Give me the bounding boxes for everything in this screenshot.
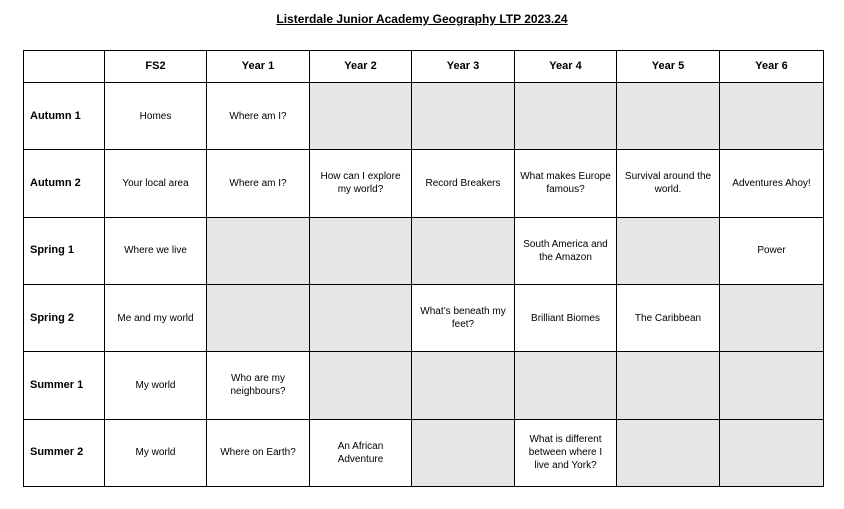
table-row [24,352,824,419]
topic-cell [412,419,515,486]
topic-cell: Where am I? [207,150,310,217]
topic-cell: What is different between where I live and York? [515,419,617,486]
topic-cell [515,83,617,150]
row-term-label: Summer 1 [24,352,105,419]
column-header: Year 5 [617,51,720,83]
topic-cell: Where am I? [207,83,310,150]
topic-cell: Where on Earth? [207,419,310,486]
topic-cell [617,217,720,284]
topic-cell [720,352,824,419]
column-header: FS2 [105,51,207,83]
topic-cell: Where we live [105,217,207,284]
topic-cell: An African Adventure [310,419,412,486]
topic-cell: Who are my neighbours? [207,352,310,419]
topic-cell: South America and the Amazon [515,217,617,284]
column-header: Year 2 [310,51,412,83]
topic-cell: What’s beneath my feet? [412,284,515,351]
column-header: Year 3 [412,51,515,83]
topic-cell [617,352,720,419]
topic-cell [720,83,824,150]
topic-cell: Survival around the world. [617,150,720,217]
topic-cell [720,419,824,486]
document-title: Listerdale Junior Academy Geography LTP 2023.24 [276,12,568,26]
table-row [24,217,824,284]
topic-cell: Record Breakers [412,150,515,217]
row-term-label: Spring 2 [24,284,105,351]
table-row [24,150,824,217]
topic-cell: Brilliant Biomes [515,284,617,351]
row-term-label: Summer 2 [24,419,105,486]
topic-cell [617,419,720,486]
topic-cell: Homes [105,83,207,150]
table-row [24,419,824,486]
topic-cell [207,217,310,284]
topic-cell [720,284,824,351]
topic-cell: What makes Europe famous? [515,150,617,217]
column-header: Year 4 [515,51,617,83]
topic-cell: Your local area [105,150,207,217]
topic-cell [412,352,515,419]
topic-cell: Power [720,217,824,284]
table-row [24,284,824,351]
topic-cell: My world [105,352,207,419]
table-row [24,83,824,150]
topic-cell [412,217,515,284]
row-term-label: Autumn 1 [24,83,105,150]
topic-cell [310,83,412,150]
ltp-table [23,50,824,487]
topic-cell [310,217,412,284]
topic-cell: The Caribbean [617,284,720,351]
header-corner [24,51,105,83]
topic-cell [207,284,310,351]
row-term-label: Autumn 2 [24,150,105,217]
header-row [24,51,824,83]
topic-cell: Me and my world [105,284,207,351]
row-term-label: Spring 1 [24,217,105,284]
topic-cell [515,352,617,419]
topic-cell [310,284,412,351]
topic-cell [310,352,412,419]
topic-cell: My world [105,419,207,486]
topic-cell [617,83,720,150]
column-header: Year 6 [720,51,824,83]
topic-cell: How can I explore my world? [310,150,412,217]
topic-cell: Adventures Ahoy! [720,150,824,217]
column-header: Year 1 [207,51,310,83]
topic-cell [412,83,515,150]
